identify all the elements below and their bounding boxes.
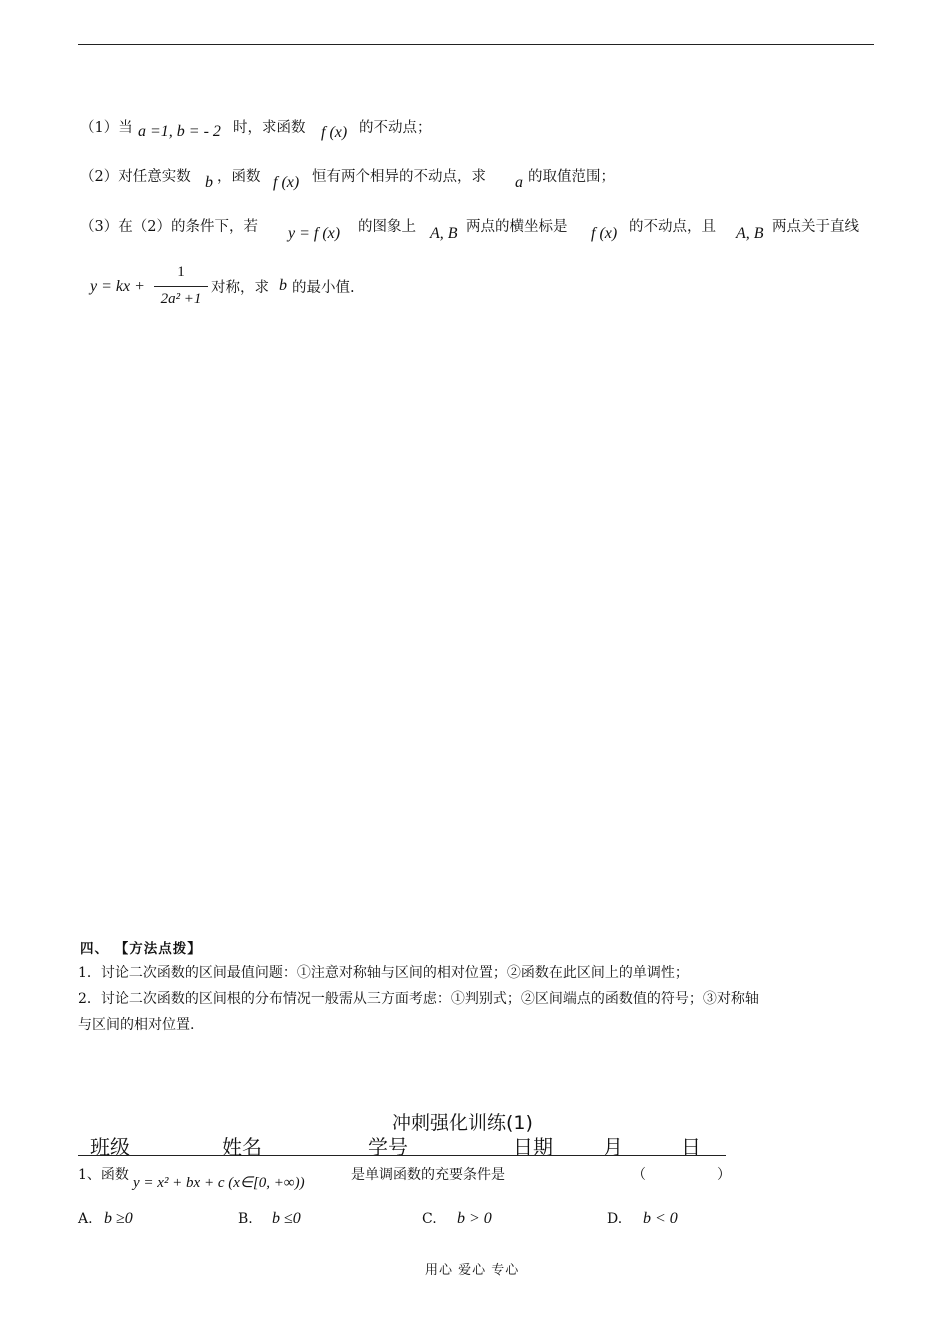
train-q1-suffix: 是单调函数的充要条件是 xyxy=(351,1167,505,1183)
option-d-label: D. xyxy=(607,1211,623,1227)
day-label: 日 xyxy=(681,1135,701,1159)
q3-end-b: b xyxy=(279,277,287,294)
train-q1-paren-open: （ xyxy=(632,1167,646,1183)
q3-mid: 的图象上 xyxy=(358,219,416,235)
q2-suffix: 的取值范围； xyxy=(528,169,615,185)
page-footer: 用心 爱心 专心 xyxy=(425,1263,520,1278)
q3-mid3: 的不动点，且 xyxy=(629,219,716,235)
q3-frac-bar xyxy=(154,286,208,287)
training-title: 冲刺强化训练(1) xyxy=(392,1112,533,1134)
q3-mid2: 两点的横坐标是 xyxy=(466,219,568,235)
q3-ab2: A, B xyxy=(736,225,764,242)
q2-b: b xyxy=(205,174,213,191)
method-heading: 四、 【方法点拨】 xyxy=(80,941,202,957)
q3-fx: f (x) xyxy=(591,225,618,242)
q1-fx: f (x) xyxy=(321,124,348,141)
q3-frac-den: 2a² +1 xyxy=(160,291,202,307)
train-q1-eq: y = x² + bx + c (x∈[0, +∞)) xyxy=(133,1175,305,1191)
q3-prefix: （3）在（2）的条件下，若 xyxy=(80,219,258,235)
option-c: b > 0 xyxy=(457,1210,492,1227)
header-rule xyxy=(78,44,874,45)
q2-fx: f (x) xyxy=(273,174,300,191)
class-label: 班级 xyxy=(90,1135,130,1159)
train-q1-paren-close: ） xyxy=(717,1167,731,1183)
train-q1-prefix: 1、函数 xyxy=(78,1167,129,1183)
q2-prefix: （2）对任意实数 xyxy=(80,169,191,185)
method-item-2a: 2．讨论二次函数的区间根的分布情况一般需从三方面考虑：①判别式；②区间端点的函数值的符号；③对称轴 xyxy=(78,991,759,1007)
q3-end-a: 对称，求 xyxy=(211,280,269,296)
q3-ab: A, B xyxy=(430,225,458,242)
month-label: 月 xyxy=(603,1135,623,1159)
option-b-label: B. xyxy=(238,1211,253,1227)
option-d: b < 0 xyxy=(643,1210,678,1227)
name-label: 姓名 xyxy=(222,1135,262,1159)
q3-line-lhs: y = kx + xyxy=(90,278,145,295)
q2-mid: ，函数 xyxy=(217,169,261,185)
q2-a: a xyxy=(515,174,523,191)
option-b: b ≤0 xyxy=(272,1210,301,1227)
date-label: 日期 xyxy=(513,1135,553,1159)
option-c-label: C. xyxy=(422,1211,437,1227)
q1-suffix: 的不动点； xyxy=(359,120,432,136)
q3-end-c: 的最小值. xyxy=(292,280,355,296)
info-underline xyxy=(78,1155,726,1156)
q3-suffix: 两点关于直线 xyxy=(772,219,859,235)
q1-prefix: （1）当 xyxy=(80,120,133,136)
q2-mid2: 恒有两个相异的不动点，求 xyxy=(312,169,486,185)
method-item-2b: 与区间的相对位置. xyxy=(78,1017,195,1033)
q1-math: a =1, b = - 2 xyxy=(138,123,221,140)
option-a-label: A. xyxy=(78,1211,93,1227)
q3-eq: y = f (x) xyxy=(288,225,341,242)
q1-mid: 时，求函数 xyxy=(233,120,306,136)
option-a: b ≥0 xyxy=(104,1210,133,1227)
id-label: 学号 xyxy=(368,1135,408,1159)
method-item-1: 1．讨论二次函数的区间最值问题：①注意对称轴与区间的相对位置；②函数在此区间上的单调性； xyxy=(78,965,689,981)
q3-frac-num: 1 xyxy=(177,264,185,280)
